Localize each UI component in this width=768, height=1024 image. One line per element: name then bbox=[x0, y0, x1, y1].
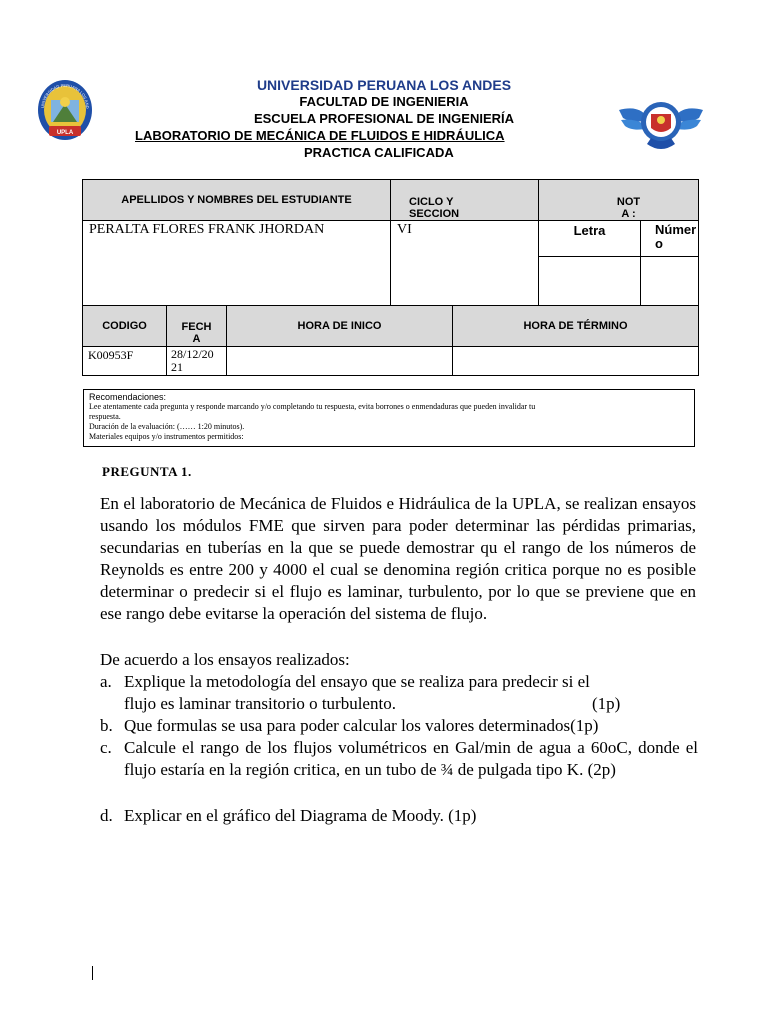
list-item-marker: d. bbox=[100, 806, 113, 825]
start-time-header-label: HORA DE INICO bbox=[297, 320, 382, 332]
university-name: UNIVERSIDAD PERUANA LOS ANDES bbox=[256, 77, 512, 93]
recommendations-line-2: respuesta. bbox=[89, 412, 121, 421]
list-item bbox=[100, 805, 698, 827]
cycle-header-line2: SECCION bbox=[409, 208, 460, 220]
grade-number-label-line2: o bbox=[655, 236, 663, 251]
student-name-cell[interactable] bbox=[83, 221, 391, 306]
list-item-text bbox=[124, 671, 698, 715]
logo-left-badge: UPLA bbox=[56, 130, 74, 136]
recommendations-line-4: Materiales equipos y/o instrumentos permitidos: bbox=[89, 432, 244, 441]
grade-header-line1: NOT bbox=[616, 196, 641, 208]
cycle-header-line1: CICLO Y bbox=[409, 196, 454, 208]
date-header bbox=[167, 306, 227, 347]
code-header-label: CODIGO bbox=[102, 320, 147, 332]
list-item-text: Calcule el rango de los flujos volumétricos en Gal/min de agua a 60oC, donde el flujo estaría en la región critica, en un tubo de ¾ de pulgada tipo K. (2p) bbox=[124, 738, 698, 779]
start-time-header bbox=[227, 306, 453, 347]
text-cursor bbox=[92, 966, 93, 980]
recommendations-title: Recomendaciones: bbox=[89, 392, 167, 402]
date-header-line1: FECH bbox=[181, 321, 212, 333]
recommendations-line-3: Duración de la evaluación: (…… 1:20 minutos). bbox=[89, 422, 245, 431]
cycle-cell[interactable] bbox=[391, 221, 539, 306]
start-time-cell[interactable] bbox=[227, 347, 453, 376]
question-heading: PREGUNTA 1. bbox=[102, 464, 192, 479]
code-value: K00953F bbox=[88, 348, 134, 362]
grade-letter-label: Letra bbox=[573, 223, 606, 238]
question-lead: De acuerdo a los ensayos realizados: bbox=[100, 650, 350, 669]
date-header-line2: A bbox=[192, 333, 201, 345]
grade-number-label-cell bbox=[641, 221, 699, 257]
list-item-a-points: (1p) bbox=[592, 694, 621, 713]
name-header bbox=[83, 180, 391, 221]
code-cell[interactable] bbox=[83, 347, 167, 376]
faculty-name: FACULTAD DE INGENIERIA bbox=[299, 94, 469, 109]
list-item-a-line2: flujo es laminar transitorio o turbulento. bbox=[124, 694, 396, 713]
end-time-header-label: HORA DE TÉRMINO bbox=[523, 320, 628, 332]
list-item-text: Explicar en el gráfico del Diagrama de Moody. (1p) bbox=[124, 806, 477, 825]
student-table bbox=[82, 179, 699, 306]
question-paragraph: En el laboratorio de Mecánica de Fluidos e Hidráulica de la UPLA, se realizan ensayos usando los módulos FME que sirven para poder determinar las pérdidas primarias, secundarias en tuberías en la que se puede demostrar qu el rango de los números de Reynolds es entre 200 y 4000 el cual se denomina región critica porque no es posible determinar o predecir si el flujo es laminar, turbulento, por lo que se previene que en ese rango debe evitarse la operación del sistema de flujo. bbox=[100, 494, 696, 623]
school-name: ESCUELA PROFESIONAL DE INGENIERÍA bbox=[253, 111, 515, 126]
list-item-text: Que formulas se usa para poder calcular los valores determinados(1p) bbox=[124, 716, 599, 735]
cycle-value: VI bbox=[397, 222, 412, 237]
list-item bbox=[100, 737, 698, 803]
list-item-a-line1: Explique la metodología del ensayo que se realiza para predecir si el bbox=[124, 672, 590, 691]
name-header-label: APELLIDOS Y NOMBRES DEL ESTUDIANTE bbox=[121, 194, 352, 206]
grade-header-line2: A : bbox=[621, 208, 636, 220]
date-cell[interactable] bbox=[167, 347, 227, 376]
list-item-marker: b. bbox=[100, 716, 113, 735]
info-table bbox=[82, 305, 699, 376]
end-time-cell[interactable] bbox=[453, 347, 699, 376]
date-value-line2: 21 bbox=[171, 360, 183, 374]
grade-header bbox=[539, 180, 699, 221]
list-item bbox=[100, 715, 698, 737]
date-value-line1: 28/12/20 bbox=[171, 347, 214, 361]
grade-number-value-cell[interactable] bbox=[641, 257, 699, 306]
end-time-header bbox=[453, 306, 699, 347]
code-header bbox=[83, 306, 167, 347]
logo-left-text: UNIVERSIDAD PERUANA LOS AND bbox=[39, 82, 91, 109]
grade-letter-value-cell[interactable] bbox=[539, 257, 641, 306]
list-item-marker: c. bbox=[100, 738, 112, 757]
lab-name: LABORATORIO DE MECÁNICA DE FLUIDOS E HIDRÁULICA bbox=[135, 128, 505, 143]
list-item-marker: a. bbox=[100, 672, 112, 691]
recommendations-line-1: Lee atentamente cada pregunta y responde marcando y/o completando tu respuesta, evita borrones o enmendaduras que pueden invalidar tu bbox=[89, 402, 536, 411]
list-item bbox=[100, 671, 698, 715]
list-item-a-line2-wrap bbox=[124, 693, 698, 715]
grade-number-label-line1: Númer bbox=[655, 222, 697, 237]
grade-letter-label-cell bbox=[539, 221, 641, 257]
recommendations-box bbox=[83, 389, 695, 447]
cycle-header bbox=[391, 180, 539, 221]
student-name-value: PERALTA FLORES FRANK JHORDAN bbox=[89, 222, 325, 237]
practice-title: PRACTICA CALIFICADA bbox=[304, 145, 454, 160]
